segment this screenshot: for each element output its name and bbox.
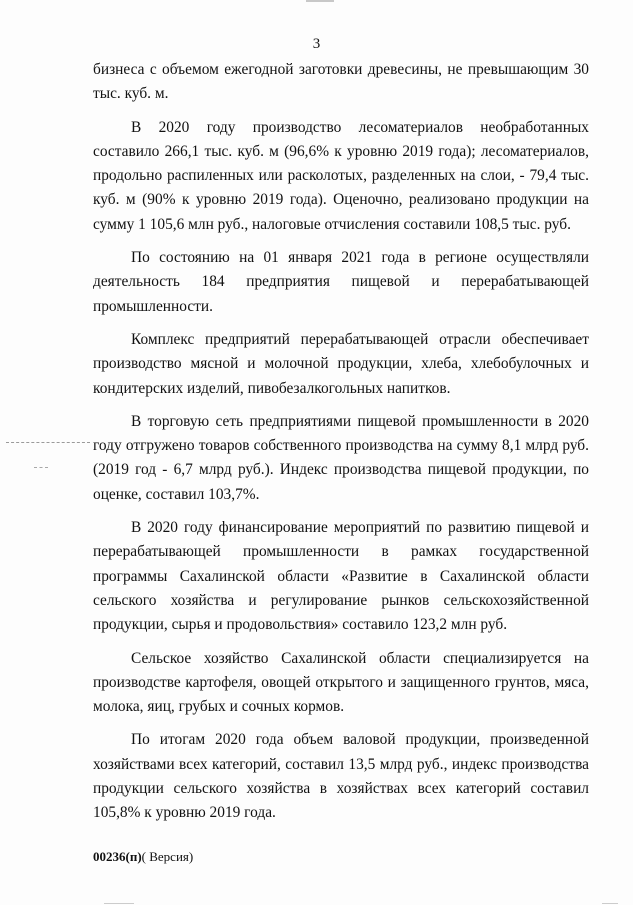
paragraph-2: В 2020 году производство лесоматериалов необработанных составило 266,1 тыс. куб. м (96,6% к уровню 2019 года); лесоматериалов, продольно распиленных или расколотых, разделенных на слои, - 79,4 тыс. куб. м (90% к уровню 2019 года). Оценочно, реализовано продукции на сумму 1 105,6 млн руб., налоговые отчисления составили 108,5 тыс. руб. — [93, 118, 589, 233]
paragraph-4: Комплекс предприятий перерабатывающей отрасли обеспечивает производство мясной и молочной продукции, хлеба, хлебобулочных и кондитерских изделий, пивобезалкогольных напитков. — [93, 330, 589, 397]
paragraph-3: По состоянию на 01 января 2021 года в регионе осуществляли деятельность 184 предприятия пищевой и перерабатывающей промышленности. — [93, 249, 589, 315]
paragraph-5: В торговую сеть предприятиями пищевой промышленности в 2020 году отгружено товаров собственного производства на сумму 8,1 млрд руб. (2019 год - 6,7 млрд руб.). Индекс производства пищевой продукции, по оценке, составил 103,7%. — [93, 412, 589, 503]
paragraph-8: По итогам 2020 года объем валовой продукции, произведенной хозяйствами всех категорий, составил 13,5 млрд руб., индекс производства продукции сельского хозяйства в хозяйствах всех категорий составил 105,8% к уровню 2019 года. — [93, 731, 589, 822]
document-code-number: 00236(п) — [93, 849, 142, 864]
document-code — [93, 849, 193, 865]
document-version-label: ( Версия) — [141, 849, 194, 864]
paragraph-6: В 2020 году финансирование мероприятий по развитию пищевой и перерабатывающей промышленности в рамках государственной программы Сахалинской области «Развитие в Сахалинской области сельского хозяйства и регулирование рынков сельскохозяйственной продукции, сырья и продовольствия» составило 123,2 млн руб. — [93, 519, 589, 634]
scan-mark-bottom-right — [602, 903, 618, 904]
body-text — [93, 58, 589, 835]
paragraph-1: бизнеса с объемом ежегодной заготовки древесины, не превышающим 30 тыс. куб. м. — [93, 61, 589, 103]
margin-dash-line — [6, 442, 90, 444]
scan-mark-bottom-left — [104, 903, 134, 904]
scan-mark-top — [306, 0, 334, 2]
margin-dash-line-short — [34, 467, 48, 469]
page-number: 3 — [312, 36, 321, 52]
paragraph-7: Сельское хозяйство Сахалинской области специализируется на производстве картофеля, овощей открытого и защищенного грунтов, мяса, молока, яиц, грубых и сочных кормов. — [93, 649, 589, 716]
